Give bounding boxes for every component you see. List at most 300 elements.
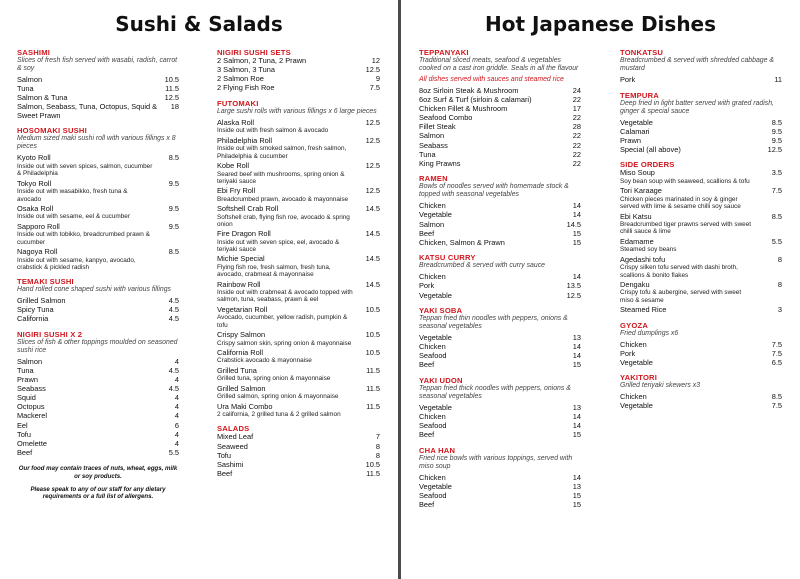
menu-item-row bbox=[17, 358, 179, 367]
menu-item-row bbox=[419, 221, 581, 230]
menu-item bbox=[419, 230, 581, 239]
menu-item-name: 2 Salmon, 2 Tuna, 2 Prawn bbox=[217, 56, 307, 65]
menu-item-price: 7.5 bbox=[369, 83, 380, 93]
menu-item bbox=[17, 76, 179, 85]
menu-item-row bbox=[620, 238, 782, 247]
menu-item-price: 9.5 bbox=[168, 178, 179, 188]
menu-item-name: Vegetable bbox=[419, 290, 452, 300]
menu-item-price: 3 bbox=[777, 305, 782, 314]
menu-item bbox=[17, 449, 179, 458]
menu-item-name: Seafood bbox=[419, 351, 447, 361]
menu-item-price: 10.5 bbox=[365, 329, 380, 339]
menu-item-price: 15 bbox=[572, 360, 581, 370]
menu-item bbox=[17, 154, 179, 177]
menu-item-price: 22 bbox=[572, 140, 581, 150]
section-title: NIGIRI SUSHI X 2 bbox=[17, 329, 83, 339]
menu-item-name: 2 Salmon Roe bbox=[217, 74, 264, 84]
menu-item-price: 14 bbox=[572, 210, 581, 220]
menu-item-name: Ura Maki Combo bbox=[217, 401, 273, 411]
menu-item-name: Seabass bbox=[17, 384, 46, 394]
menu-item bbox=[620, 256, 782, 279]
menu-item-description: Avocado, cucumber, yellow radish, pumpkin & tofu bbox=[217, 314, 348, 329]
right-page bbox=[401, 0, 800, 579]
menu-item-row bbox=[217, 452, 380, 461]
menu-section bbox=[217, 48, 380, 93]
menu-item-row bbox=[217, 281, 380, 290]
menu-item-price: 11.5 bbox=[366, 383, 380, 393]
menu-item-description: Inside out with sesame, kanpyo, avocado, crabstick & pickled radish bbox=[17, 256, 136, 271]
menu-item-name: Crispy Salmon bbox=[217, 329, 266, 339]
menu-item bbox=[419, 282, 581, 291]
menu-item-price: 4 bbox=[174, 438, 179, 448]
menu-item-row bbox=[419, 239, 581, 248]
menu-item-name: Agedashi tofu bbox=[620, 254, 666, 264]
menu-item-row bbox=[217, 461, 380, 470]
section-title: CHA HAN bbox=[419, 445, 456, 455]
menu-item-description: Crabstick avocado & mayonnaise bbox=[217, 357, 312, 365]
allergy-note: Our food may contain traces of nuts, wheat, eggs, milk or soy products. bbox=[18, 465, 178, 480]
menu-item bbox=[217, 137, 380, 160]
section-title: KATSU CURRY bbox=[419, 253, 476, 263]
menu-item-price: 8 bbox=[777, 279, 782, 289]
menu-item bbox=[419, 211, 581, 220]
menu-item-description: Soy bean soup with seaweed, scallions & tofu bbox=[620, 178, 750, 186]
menu-item-name: Vegetable bbox=[419, 210, 452, 220]
menu-item-row bbox=[419, 132, 581, 141]
menu-item bbox=[217, 84, 380, 93]
menu-item-name: Mackerel bbox=[17, 411, 47, 421]
menu-item-row bbox=[419, 273, 581, 282]
menu-item bbox=[17, 103, 179, 120]
section-title: YAKITORI bbox=[620, 373, 658, 383]
menu-item-description: Flying fish roe, fresh salmon, fresh tuna, avocado, crabmeat & mayonnaise bbox=[217, 264, 331, 279]
section-description: Bowls of noodles served with homemade stock & topped with seasonal vegetables bbox=[419, 183, 569, 199]
menu-item-row bbox=[17, 367, 179, 376]
menu-item-price: 4.5 bbox=[168, 365, 179, 375]
menu-item bbox=[620, 350, 782, 359]
menu-item-row bbox=[217, 433, 380, 442]
menu-item-price: 14 bbox=[572, 351, 581, 361]
menu-item-price: 24 bbox=[572, 86, 581, 95]
menu-item-name: Chicken bbox=[419, 472, 446, 482]
menu-item bbox=[217, 403, 380, 419]
menu-item-name: Prawn bbox=[17, 375, 38, 385]
menu-item bbox=[620, 213, 782, 236]
menu-item-price: 13.5 bbox=[566, 281, 581, 291]
menu-item-price: 10.5 bbox=[365, 347, 380, 357]
menu-item-price: 12.5 bbox=[365, 160, 380, 170]
menu-item bbox=[217, 385, 380, 401]
menu-item-row bbox=[17, 223, 179, 232]
menu-item bbox=[217, 349, 380, 365]
menu-section bbox=[620, 321, 782, 368]
menu-item-name: Salmon, Seabass, Tuna, Octopus, Squid & Sweet Prawn bbox=[17, 102, 158, 120]
menu-item-price: 14.5 bbox=[365, 204, 380, 214]
menu-item-row bbox=[217, 187, 380, 196]
menu-item bbox=[17, 422, 179, 431]
menu-item-row bbox=[217, 306, 380, 315]
menu-item-name: Prawn bbox=[620, 135, 641, 145]
menu-section bbox=[217, 424, 380, 478]
menu-item-name: California Roll bbox=[217, 347, 264, 357]
menu-item-name: Mixed Leaf bbox=[217, 432, 254, 442]
menu-item-name: Steamed Rice bbox=[620, 305, 667, 314]
menu-section bbox=[419, 48, 581, 168]
menu-item-price: 7 bbox=[375, 432, 380, 442]
section-description: Medium sized maki sushi roll with various fillings x 8 pieces bbox=[17, 135, 176, 151]
menu-item bbox=[620, 169, 782, 185]
menu-item bbox=[17, 385, 179, 394]
menu-item bbox=[217, 443, 380, 452]
menu-section bbox=[17, 48, 179, 120]
menu-item-row bbox=[419, 230, 581, 239]
menu-item-row bbox=[217, 119, 380, 128]
menu-section bbox=[419, 376, 581, 440]
menu-item-name: Seaweed bbox=[217, 441, 248, 451]
menu-item-name: Tuna bbox=[17, 365, 34, 375]
section-description: Breadcrumbed & served with curry sauce bbox=[419, 262, 545, 270]
menu-item-description: Inside out with smoked salmon, fresh salmon, Philadelphia & cucumber bbox=[217, 145, 347, 160]
menu-item-price: 5.5 bbox=[771, 236, 782, 246]
allergy-note: Please speak to any of our staff for any dietary requirements or a full list of allergens. bbox=[30, 486, 166, 501]
menu-item-name: Kobe Roll bbox=[217, 160, 250, 170]
menu-item bbox=[419, 422, 581, 431]
menu-item bbox=[217, 367, 380, 383]
menu-item-price: 12.5 bbox=[767, 144, 782, 154]
menu-item bbox=[17, 412, 179, 421]
menu-item-price: 15 bbox=[572, 500, 581, 510]
section-description: Large sushi rolls with various fillings x 6 large pieces bbox=[217, 107, 377, 115]
menu-item-price: 10.5 bbox=[365, 459, 380, 469]
menu-item bbox=[419, 132, 581, 141]
menu-section bbox=[419, 253, 581, 300]
menu-item-name: Vegetarian Roll bbox=[217, 304, 268, 314]
menu-item-row bbox=[620, 350, 782, 359]
menu-item-row bbox=[620, 306, 782, 315]
menu-item-row bbox=[419, 151, 581, 160]
menu-item-row bbox=[419, 142, 581, 151]
menu-item-row bbox=[17, 385, 179, 394]
menu-item-description: Inside out with crabmeat & avocado topped with salmon, tuna, seabass, prawn & eel bbox=[217, 289, 353, 304]
menu-item-name: Grilled Salmon bbox=[17, 296, 66, 306]
menu-item bbox=[17, 223, 179, 246]
menu-item-price: 14 bbox=[572, 272, 581, 282]
menu-item-name: Chicken bbox=[419, 412, 446, 422]
menu-item-row bbox=[17, 315, 179, 324]
menu-item bbox=[17, 180, 179, 203]
menu-item-name: Salmon bbox=[17, 75, 43, 84]
menu-item-price: 11.5 bbox=[165, 84, 179, 94]
menu-item-price: 7.5 bbox=[771, 401, 782, 411]
menu-item-name: Grilled Tuna bbox=[217, 365, 257, 375]
menu-item-price: 12.5 bbox=[365, 186, 380, 196]
menu-item bbox=[620, 402, 782, 411]
menu-item bbox=[217, 452, 380, 461]
menu-item-name: Special (all above) bbox=[620, 144, 681, 154]
menu-item-row bbox=[419, 282, 581, 291]
menu-item-price: 12 bbox=[371, 56, 380, 65]
menu-item bbox=[419, 160, 581, 169]
menu-item-name: Pork bbox=[419, 281, 435, 291]
menu-item-row bbox=[17, 103, 179, 120]
menu-item bbox=[419, 492, 581, 501]
section-description: Slices of fish & other toppings moulded on seasoned sushi rice bbox=[17, 338, 178, 354]
menu-item-price: 11.5 bbox=[366, 401, 380, 411]
menu-item bbox=[217, 187, 380, 203]
menu-item-description: Inside out with seven spices, salmon, cucumber & Philadelphia bbox=[17, 163, 153, 178]
menu-item-name: Chicken Fillet & Mushroom bbox=[419, 104, 508, 114]
menu-item-name: Beef bbox=[419, 500, 435, 510]
menu-item-name: Chicken bbox=[620, 392, 647, 402]
menu-item-description: 2 california, 2 grilled tuna & 2 grilled salmon bbox=[217, 411, 341, 419]
menu-item-price: 11 bbox=[774, 75, 782, 84]
menu-item-name: Grilled Salmon bbox=[217, 383, 266, 393]
menu-item-name: Softshell Crab Roll bbox=[217, 204, 279, 214]
menu-section bbox=[620, 91, 782, 155]
menu-item-description: Crispy silken tofu served with dashi broth, scallions & bonito flakes bbox=[620, 264, 738, 279]
menu-item-price: 8.5 bbox=[771, 392, 782, 402]
section-description: Grilled teriyaki skewers x3 bbox=[620, 382, 701, 390]
section-description: Hand rolled cone shaped sushi with various fillings bbox=[17, 286, 171, 294]
menu-item-price: 7.5 bbox=[771, 339, 782, 349]
menu-item-description: Crispy salmon skin, spring onion & mayonnaise bbox=[217, 339, 352, 347]
menu-item-description: Inside out with wasabikko, fresh tuna & avocado bbox=[17, 188, 128, 203]
menu-item-price: 4.5 bbox=[168, 314, 179, 324]
menu-item-name: Chicken bbox=[419, 272, 446, 282]
menu-item-name: Sashimi bbox=[217, 459, 244, 469]
menu-item-name: Spicy Tuna bbox=[17, 305, 54, 315]
menu-item-price: 12.5 bbox=[365, 117, 380, 127]
menu-item bbox=[17, 367, 179, 376]
menu-section bbox=[419, 446, 581, 510]
menu-item-price: 15 bbox=[572, 430, 581, 440]
menu-item-price: 10.5 bbox=[164, 75, 179, 84]
menu-item-name: Chicken, Salmon & Prawn bbox=[419, 237, 505, 247]
menu-item-price: 4 bbox=[174, 356, 179, 366]
menu-item-row bbox=[620, 281, 782, 290]
menu-item-name: Squid bbox=[17, 393, 36, 403]
menu-item-price: 13 bbox=[572, 481, 581, 491]
menu-item bbox=[620, 128, 782, 137]
menu-item-row bbox=[17, 440, 179, 449]
menu-item-row bbox=[17, 154, 179, 163]
menu-item-row bbox=[217, 137, 380, 146]
menu-item-name: Seafood bbox=[419, 491, 447, 501]
menu-item-price: 12.5 bbox=[164, 93, 179, 103]
menu-item-name: Chicken bbox=[620, 339, 647, 349]
menu-column-1 bbox=[17, 48, 179, 507]
menu-item-price: 8.5 bbox=[168, 246, 179, 256]
menu-item-row bbox=[217, 443, 380, 452]
section-title: TEMPURA bbox=[620, 90, 659, 100]
menu-item-name: Tofu bbox=[17, 429, 31, 439]
menu-item-description: Inside out with seven spice, eel, avocado & teriyaki sauce bbox=[217, 238, 340, 254]
menu-item bbox=[419, 273, 581, 282]
menu-item-name: Kyoto Roll bbox=[17, 153, 51, 163]
menu-item-name: Pork bbox=[620, 348, 636, 358]
menu-item bbox=[419, 501, 581, 510]
menu-item-price: 4 bbox=[174, 393, 179, 403]
menu-item-price: 11.5 bbox=[366, 365, 380, 375]
section-title: HOSOMAKI SUSHI bbox=[17, 126, 87, 136]
menu-item-price: 14.5 bbox=[566, 219, 581, 229]
menu-item bbox=[620, 187, 782, 210]
section-title: TEPPANYAKI bbox=[419, 48, 469, 57]
menu-item bbox=[419, 431, 581, 440]
menu-item-price: 7.5 bbox=[771, 186, 782, 196]
menu-item-price: 8 bbox=[375, 441, 380, 451]
menu-item-row bbox=[217, 84, 380, 93]
page-title-sushi-salads: Sushi & Salads bbox=[115, 12, 283, 36]
menu-item-row bbox=[419, 422, 581, 431]
menu-item-price: 8 bbox=[375, 450, 380, 460]
menu-section bbox=[620, 160, 782, 314]
menu-item-description: Inside out with tobikko, breadcrumbed prawn & cucumber bbox=[17, 231, 150, 246]
menu-item-name: Omelette bbox=[17, 438, 47, 448]
section-title: YAKI SOBA bbox=[419, 306, 463, 316]
menu-item-row bbox=[217, 205, 380, 214]
menu-item bbox=[419, 352, 581, 361]
menu-item-row bbox=[17, 412, 179, 421]
menu-item bbox=[419, 292, 581, 301]
menu-item-row bbox=[217, 385, 380, 394]
menu-item bbox=[620, 146, 782, 155]
menu-item-name: Alaska Roll bbox=[217, 117, 254, 127]
menu-item-price: 6 bbox=[174, 420, 179, 430]
section-title: TONKATSU bbox=[620, 48, 664, 57]
menu-item-row bbox=[620, 119, 782, 128]
menu-item-name: Edamame bbox=[620, 236, 654, 246]
menu-item bbox=[620, 76, 782, 85]
menu-section bbox=[620, 373, 782, 411]
menu-item-name: Sapporo Roll bbox=[17, 221, 60, 231]
menu-item-name: Fillet Steak bbox=[419, 122, 456, 132]
menu-item-price: 12.5 bbox=[566, 290, 581, 300]
menu-item-price: 14 bbox=[572, 201, 581, 211]
menu-item-row bbox=[419, 292, 581, 301]
menu-item bbox=[620, 238, 782, 254]
menu-item bbox=[17, 205, 179, 221]
menu-item bbox=[17, 248, 179, 271]
menu-item-name: Eel bbox=[17, 420, 28, 430]
menu-item-price: 8.5 bbox=[771, 117, 782, 127]
menu-item-price: 22 bbox=[572, 113, 581, 123]
section-description: Teppan fried thick noodles with peppers, onions & seasonal vegetables bbox=[419, 384, 571, 400]
menu-item-row bbox=[620, 256, 782, 265]
menu-item-price: 4 bbox=[174, 429, 179, 439]
page-title-hot-dishes: Hot Japanese Dishes bbox=[484, 12, 717, 36]
menu-item-name: Salmon bbox=[419, 219, 445, 229]
menu-item-row bbox=[217, 367, 380, 376]
menu-item-description: Breadcrumbed prawn, avocado & mayonnaise bbox=[217, 195, 349, 203]
menu-item-price: 14.5 bbox=[365, 279, 380, 289]
menu-item-price: 7.5 bbox=[771, 348, 782, 358]
menu-item-name: Philadelphia Roll bbox=[217, 135, 273, 145]
menu-item-name: Tofu bbox=[217, 450, 231, 460]
menu-item-price: 9.5 bbox=[168, 203, 179, 213]
menu-item-name: Beef bbox=[419, 360, 435, 370]
menu-item-name: Tori Karaage bbox=[620, 186, 662, 196]
menu-item-name: Tuna bbox=[419, 149, 436, 159]
menu-item-price: 3.5 bbox=[771, 168, 782, 178]
menu-item-name: Nagoya Roll bbox=[17, 246, 58, 256]
menu-item-name: Ebi Katsu bbox=[620, 211, 652, 221]
menu-column-2 bbox=[217, 48, 380, 484]
menu-item-price: 4.5 bbox=[168, 384, 179, 394]
menu-section bbox=[17, 330, 179, 458]
menu-item-price: 22 bbox=[572, 95, 581, 105]
menu-section bbox=[419, 174, 581, 247]
section-title: SIDE ORDERS bbox=[620, 160, 675, 170]
menu-item-price: 14 bbox=[572, 421, 581, 431]
menu-item-description: Grilled salmon, spring onion & mayonnaise bbox=[217, 393, 339, 401]
menu-item-row bbox=[17, 205, 179, 214]
menu-item-row bbox=[217, 331, 380, 340]
section-description: Slices of fresh fish served with wasabi, radish, carrot & soy bbox=[17, 57, 178, 72]
menu-item-row bbox=[620, 341, 782, 350]
menu-item-row bbox=[620, 76, 782, 85]
menu-item-name: Vegetable bbox=[620, 117, 653, 127]
menu-item-price: 22 bbox=[572, 158, 581, 168]
section-title: GYOZA bbox=[620, 320, 649, 330]
menu-item-row bbox=[620, 146, 782, 155]
menu-item-row bbox=[17, 449, 179, 458]
menu-item bbox=[217, 230, 380, 253]
menu-item-row bbox=[620, 169, 782, 178]
section-description: Teppan fried thin noodles with peppers, onions & seasonal vegetables bbox=[419, 315, 568, 331]
section-note: All dishes served with sauces and steamed rice bbox=[419, 76, 564, 83]
menu-item-price: 14 bbox=[572, 342, 581, 352]
menu-item-price: 9 bbox=[375, 74, 380, 84]
menu-item-price: 6.5 bbox=[771, 357, 782, 367]
menu-item-price: 15 bbox=[572, 491, 581, 501]
menu-item bbox=[217, 331, 380, 347]
menu-item-price: 14.5 bbox=[365, 254, 380, 264]
menu-item-price: 4 bbox=[174, 402, 179, 412]
menu-item-name: Vegetable bbox=[419, 333, 452, 343]
section-description: Breadcrumbed & served with shredded cabbage & mustard bbox=[620, 57, 774, 72]
menu-item-description: Chicken pieces marinated in soy & ginger served with lime & sesame chilli soy sauce bbox=[620, 195, 741, 211]
menu-item bbox=[419, 142, 581, 151]
menu-section bbox=[17, 126, 179, 271]
menu-item-row bbox=[217, 470, 380, 479]
menu-item-name: 2 Flying Fish Roe bbox=[217, 83, 275, 93]
menu-item-price: 12.5 bbox=[365, 135, 380, 145]
menu-item-name: Octopus bbox=[17, 402, 45, 412]
allergy-notice bbox=[17, 465, 179, 500]
menu-item-row bbox=[419, 211, 581, 220]
menu-item-row bbox=[17, 422, 179, 431]
menu-item-name: Vegetable bbox=[620, 401, 653, 411]
menu-item-name: Miso Soup bbox=[620, 168, 655, 178]
menu-item bbox=[217, 255, 380, 278]
menu-item-row bbox=[17, 76, 179, 85]
menu-item-name: Seabass bbox=[419, 140, 448, 150]
menu-item-price: 4.5 bbox=[168, 305, 179, 315]
menu-item-name: Michie Special bbox=[217, 254, 265, 264]
menu-item-price: 11.5 bbox=[366, 468, 380, 478]
menu-item-price: 17 bbox=[572, 104, 581, 114]
menu-item-price: 15 bbox=[572, 237, 581, 247]
menu-item-name: Salmon & Tuna bbox=[17, 93, 68, 103]
menu-item bbox=[620, 341, 782, 350]
menu-item bbox=[17, 431, 179, 440]
menu-item-name: 6oz Surf & Turf (sirloin & calamari) bbox=[419, 95, 532, 105]
menu-item-row bbox=[620, 359, 782, 368]
menu-item bbox=[217, 162, 380, 185]
menu-section bbox=[217, 99, 380, 419]
menu-item-price: 12.5 bbox=[365, 65, 380, 75]
